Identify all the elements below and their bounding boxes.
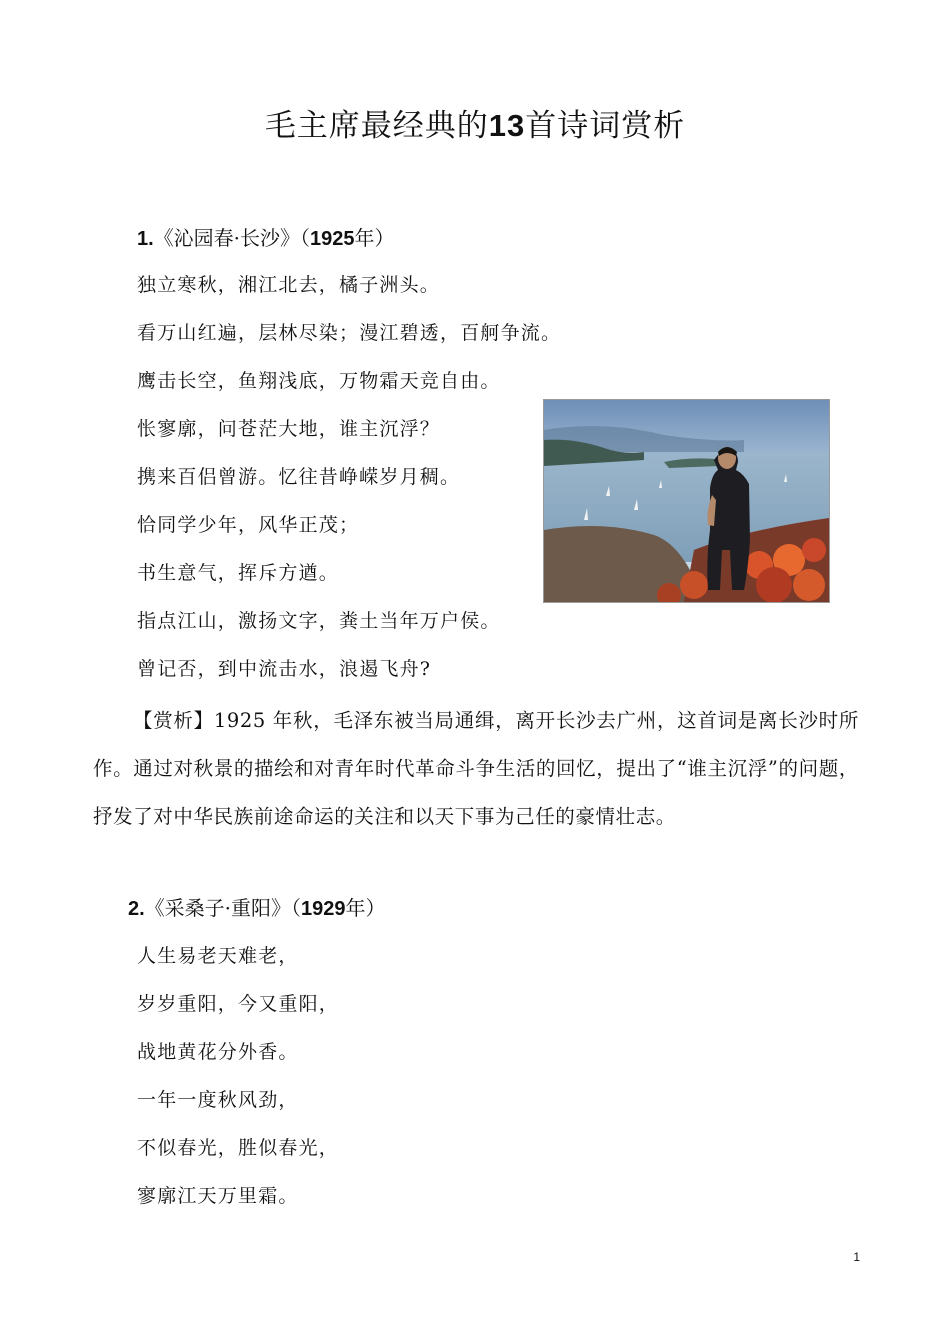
- poem1-line: 看万山红遍，层林尽染；漫江碧透，百舸争流。: [137, 322, 562, 344]
- poem2-line: 不似春光，胜似春光，: [137, 1137, 340, 1159]
- painting-image: [543, 399, 830, 603]
- poem1-line: 鹰击长空，鱼翔浅底，万物霜天竞自由。: [137, 370, 501, 392]
- poem1-line: 书生意气，挥斥方遒。: [137, 562, 340, 584]
- poem1-line: 独立寒秋，湘江北去，橘子洲头。: [137, 274, 441, 296]
- poem1-year-close: 年）: [354, 226, 395, 250]
- poem1-year-open: （: [300, 226, 311, 250]
- poem1-line: 恰同学少年，风华正茂；: [137, 514, 360, 536]
- poem2-line: 人生易老天难老，: [137, 945, 299, 967]
- poem2-line: 寥廓江天万里霜。: [137, 1185, 299, 1207]
- title-suffix: 首诗词赏析: [525, 108, 686, 144]
- poem1-number: 1.: [137, 228, 154, 250]
- poem1-line: 指点江山，激扬文字，粪土当年万户侯。: [137, 610, 501, 632]
- poem2-line: 战地黄花分外香。: [137, 1041, 299, 1063]
- poem1-analysis: 【赏析】1925 年秋，毛泽东被当局通缉，离开长沙去广州，这首词是离长沙时所作。通过对秋景的描绘和对青年时代革命斗争生活的回忆，提出了“谁主沉浮”的问题，抒发了对中华民族前途命运的关注和以天下事为己任的豪情壮志。: [93, 709, 859, 828]
- title-number: 13: [488, 108, 526, 143]
- poem2-year: 1929: [301, 898, 346, 920]
- poem2-name: 《采桑子·重阳》: [144, 896, 292, 920]
- poem2-number: 2.: [128, 898, 145, 920]
- poem2-line: 一年一度秋风劲，: [137, 1089, 299, 1111]
- poem2-heading: [128, 892, 386, 921]
- poem2-line: 岁岁重阳，今又重阳，: [137, 993, 340, 1015]
- poem1-line: 怅寥廓，问苍茫大地，谁主沉浮？: [137, 418, 441, 440]
- page-number: 1: [853, 1250, 860, 1264]
- poem1-line: 曾记否，到中流击水，浪遏飞舟?: [137, 658, 432, 680]
- poem2-year-open: （: [291, 896, 302, 920]
- poem1-heading: [137, 222, 395, 251]
- page-title: [0, 100, 950, 145]
- poem1-name: 《沁园春·长沙》: [153, 226, 301, 250]
- title-prefix: 毛主席最经典的: [264, 108, 489, 144]
- poem1-line: 携来百侣曾游。忆往昔峥嵘岁月稠。: [137, 466, 461, 488]
- poem1-year: 1925: [310, 228, 355, 250]
- poem2-year-close: 年）: [345, 896, 386, 920]
